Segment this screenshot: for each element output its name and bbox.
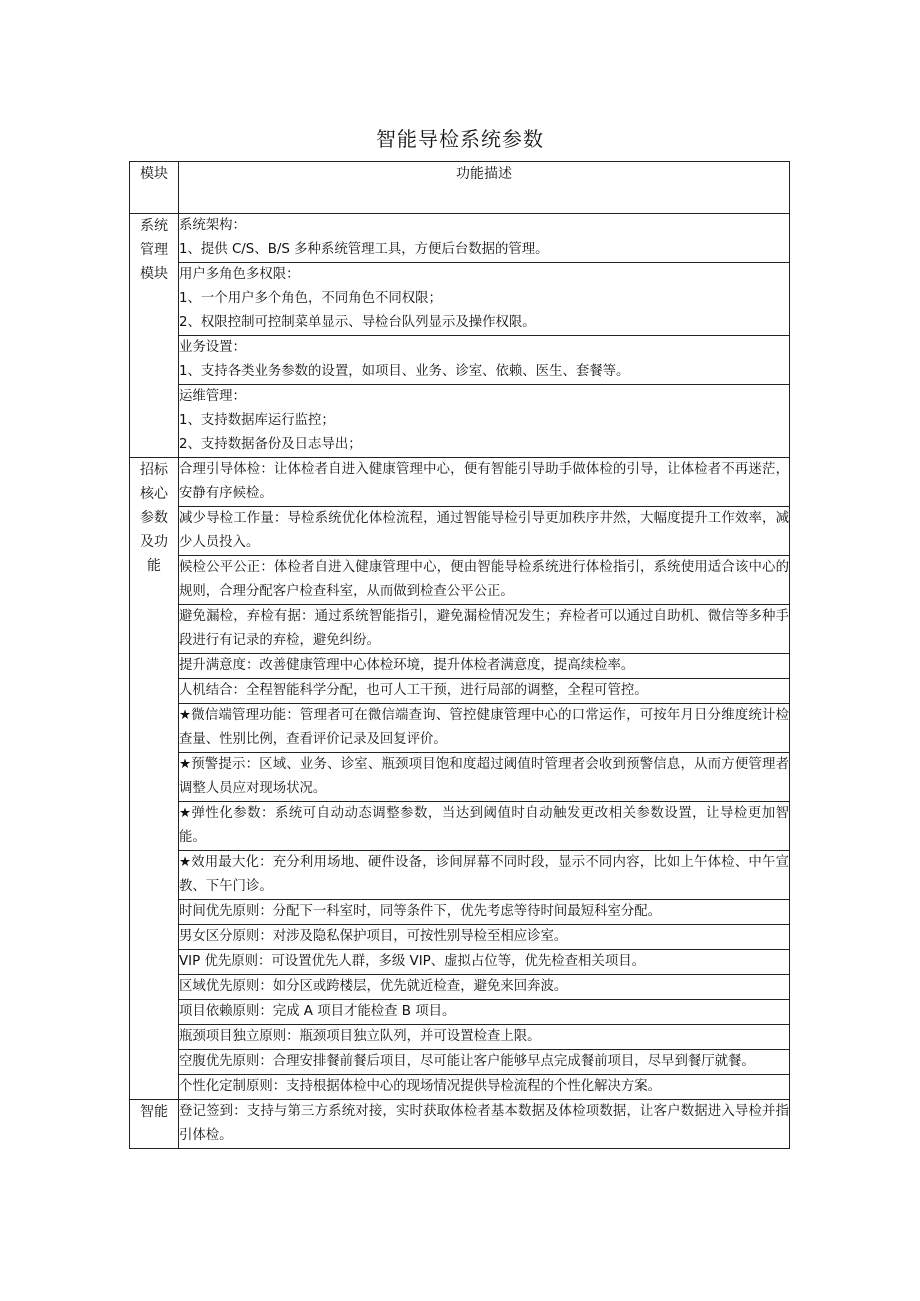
table-row [130, 1000, 790, 1025]
desc-cell: VIP 优先原则：可设置优先人群，多级 VIP、虚拟占位等，优先检查相关项目。 [179, 950, 790, 975]
desc-line: 运维管理： [179, 389, 246, 404]
desc-cell: ★预警提示：区域、业务、诊室、瓶颈项目饱和度超过阈值时管理者会收到预警信息，从而方便管理者调整人员应对现场状况。 [179, 753, 790, 802]
desc-cell: 男女区分原则：对涉及隐私保护项目，可按性别导检至相应诊室。 [179, 925, 790, 950]
desc-cell [179, 263, 790, 336]
desc-cell: 空腹优先原则：合理安排餐前餐后项目，尽可能让客户能够早点完成餐前项目，尽早到餐厅就餐。 [179, 1050, 790, 1075]
table-row [130, 950, 790, 975]
desc-line: 1、一个用户多个角色，不同角色不同权限； [179, 291, 442, 306]
desc-cell: 个性化定制原则：支持根据体检中心的现场情况提供导检流程的个性化解决方案。 [179, 1075, 790, 1100]
table-row [130, 851, 790, 900]
table-row [130, 1075, 790, 1100]
desc-line: 系统架构： [179, 218, 246, 233]
table-row [130, 336, 790, 385]
desc-cell: 项目依赖原则：完成 A 项目才能检查 B 项目。 [179, 1000, 790, 1025]
module-cell-smart: 智能 [130, 1100, 179, 1149]
table-row [130, 1025, 790, 1050]
desc-cell: 登记签到：支持与第三方系统对接，实时获取体检者基本数据及体检项数据，让客户数据进入导检并指引体检。 [179, 1100, 790, 1149]
table-row [130, 1100, 790, 1149]
desc-cell: 减少导检工作量：导检系统优化体检流程，通过智能导检引导更加秩序井然，大幅度提升工作效率，减少人员投入。 [179, 507, 790, 556]
table-row [130, 925, 790, 950]
module-header: 模块 [130, 162, 179, 214]
module-cell-system: 系统管理模块 [130, 214, 179, 458]
table-row [130, 458, 790, 507]
desc-line: 业务设置： [179, 340, 246, 355]
desc-cell: 避免漏检，弃检有据：通过系统智能指引，避免漏检情况发生；弃检者可以通过自助机、微信等多种手段进行有记录的弃检，避免纠纷。 [179, 605, 790, 654]
desc-line: 2、权限控制可控制菜单显示、导检台队列显示及操作权限。 [179, 315, 536, 330]
page-title: 智能导检系统参数 [376, 127, 544, 151]
desc-cell: 区域优先原则：如分区或跨楼层，优先就近检查，避免来回奔波。 [179, 975, 790, 1000]
desc-cell: 合理引导体检：让体检者自进入健康管理中心，便有智能引导助手做体检的引导，让体检者不再迷茫，安静有序候检。 [179, 458, 790, 507]
desc-line: 1、支持数据库运行监控； [179, 413, 335, 428]
module-cell-core: 招标核心参数及功能 [130, 458, 179, 1100]
description-header: 功能描述 [179, 162, 790, 214]
desc-line: 1、支持各类业务参数的设置，如项目、业务、诊室、依赖、医生、套餐等。 [179, 364, 630, 379]
table-row [130, 605, 790, 654]
table-row [130, 214, 790, 263]
desc-line: 2、支持数据备份及日志导出； [179, 437, 362, 452]
desc-cell: ★弹性化参数：系统可自动动态调整参数，当达到阈值时自动触发更改相关参数设置，让导检更加智能。 [179, 802, 790, 851]
desc-cell: ★微信端管理功能：管理者可在微信端查询、管控健康管理中心的口常运作，可按年月日分维度统计检查量、性别比例，查看评价记录及回复评价。 [179, 704, 790, 753]
desc-cell [179, 336, 790, 385]
desc-line: 用户多角色多权限： [179, 267, 300, 282]
desc-cell: ★效用最大化：充分利用场地、硬件设备，诊间屏幕不同时段，显示不同内容，比如上午体检、中午宣教、下午门诊。 [179, 851, 790, 900]
table-row [130, 507, 790, 556]
table-row [130, 900, 790, 925]
table-row [130, 385, 790, 458]
table-row [130, 654, 790, 679]
spec-table [129, 161, 790, 1149]
desc-cell: 提升满意度：改善健康管理中心体检环境，提升体检者满意度，提高续检率。 [179, 654, 790, 679]
desc-line: 1、提供 C/S、B/S 多种系统管理工具，方便后台数据的管理。 [179, 242, 549, 257]
desc-cell [179, 214, 790, 263]
table-row [130, 679, 790, 704]
table-row [130, 556, 790, 605]
desc-cell: 候检公平公正：体检者自进入健康管理中心，便由智能导检系统进行体检指引，系统使用适合该中心的规则，合理分配客户检查科室，从而做到检查公平公正。 [179, 556, 790, 605]
table-row [130, 802, 790, 851]
desc-cell: 人机结合：全程智能科学分配，也可人工干预，进行局部的调整，全程可管控。 [179, 679, 790, 704]
table-row [130, 1050, 790, 1075]
desc-cell: 瓶颈项目独立原则：瓶颈项目独立队列，并可设置检查上限。 [179, 1025, 790, 1050]
table-header-row [130, 162, 790, 214]
desc-cell: 时间优先原则：分配下一科室时，同等条件下，优先考虑等待时间最短科室分配。 [179, 900, 790, 925]
desc-cell [179, 385, 790, 458]
table-row [130, 704, 790, 753]
table-row [130, 975, 790, 1000]
table-row [130, 263, 790, 336]
table-row [130, 753, 790, 802]
